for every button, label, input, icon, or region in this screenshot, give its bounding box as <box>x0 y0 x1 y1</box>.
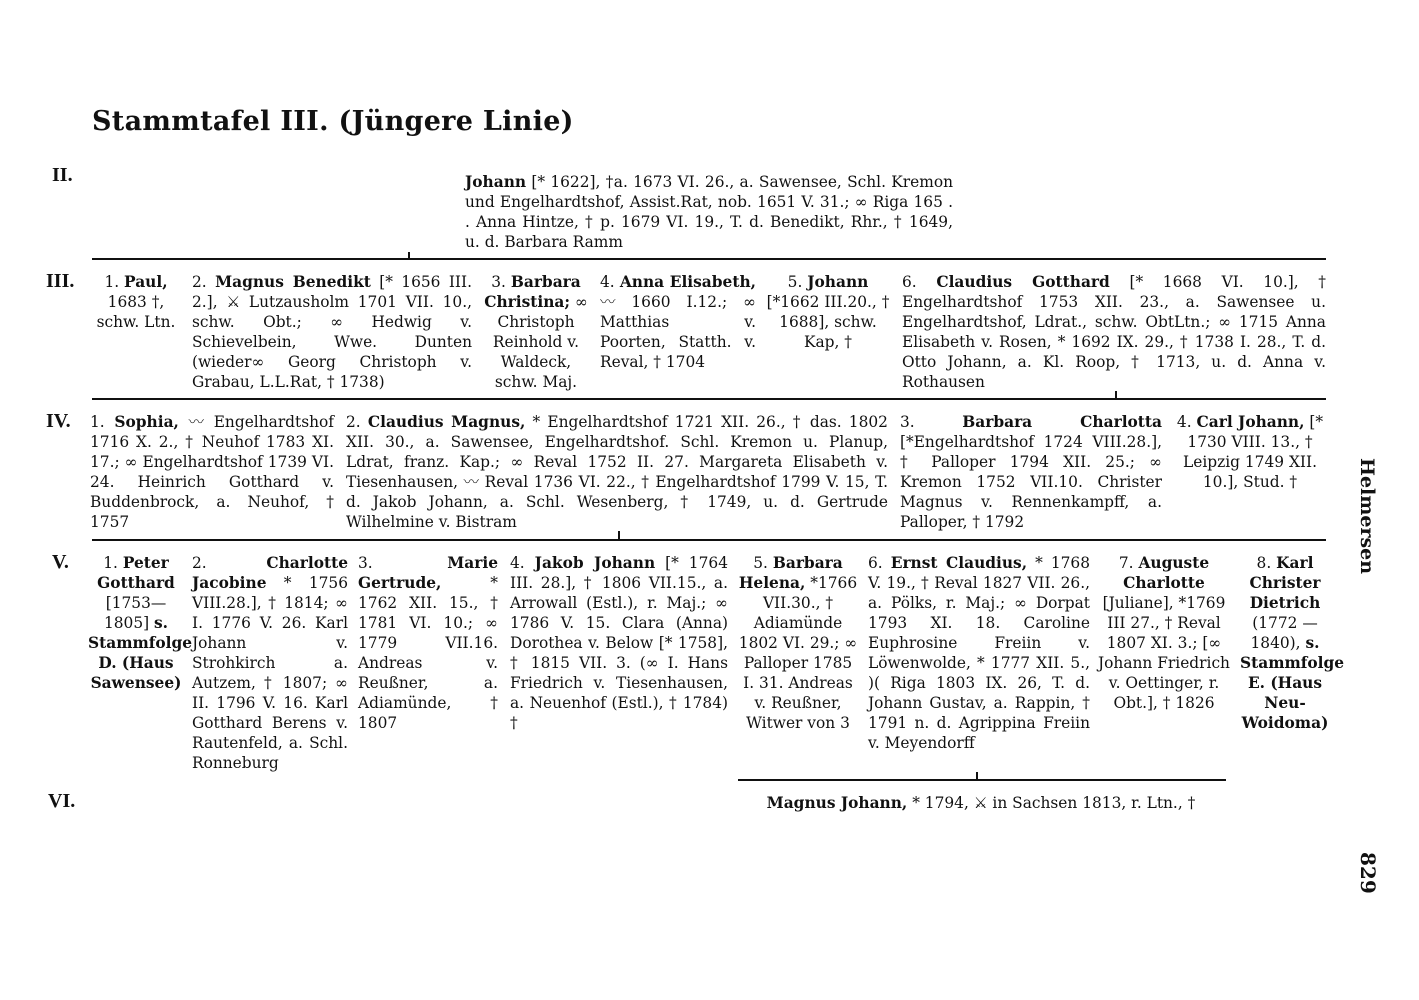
person-charlotte-jacobine <box>192 553 348 773</box>
person-name: Johann <box>465 173 527 191</box>
person-karl-christer-dietrich <box>1240 553 1345 733</box>
page-title: Stammtafel III. (Jüngere Linie) <box>92 106 574 137</box>
person-name: Peter Gotthard <box>97 554 175 592</box>
person-details: [Juliane], *1769 III 27., † Reval 1807 XI. 3.; [∞ Johann Friedrich v. Oettinger, r. Obt.], † 1826 <box>1098 594 1230 712</box>
person-sophia <box>90 412 334 532</box>
person-name: Sophia, <box>114 413 179 431</box>
person-details: * Engelhardtshof 1721 XII. 26., † das. 1802 XII. 30., a. Sawensee, Engelhardtshof. Schl. Kremon u. Planup, Ldrat, franz. Kap.; ∞ Reval 1752 II. 27. Margareta Elisabeth v. Tiesenhausen, 〰 Reval 1736 VI. 22., † Engelhardtshof 1799 V. 15, T. d. Jakob Johann, a. Schl. Wesenberg, † 1749, u. d. Gertrude Wilhelmine v. Bistram <box>346 413 888 531</box>
person-number: 4. <box>600 273 615 291</box>
person-name: Karl Christer Dietrich <box>1249 554 1321 612</box>
stammfolge-reference: s. Stammfolge D. (Haus Sawensee) <box>88 614 193 692</box>
person-name: Barbara Helena, <box>738 554 843 592</box>
person-peter-gotthard <box>88 553 193 693</box>
person-number: 7. <box>1118 554 1134 572</box>
person-marie-gertrude <box>358 553 498 733</box>
person-number: 8. <box>1256 554 1272 572</box>
person-name: Magnus Benedikt <box>215 273 371 291</box>
person-johann-gen2 <box>465 172 953 252</box>
line-tick <box>976 772 978 780</box>
person-barbara-christina <box>478 272 594 392</box>
person-name: Paul, <box>124 273 168 291</box>
person-ernst-claudius <box>868 553 1090 753</box>
person-details: [* 1668 VI. 10.], † Engelhardtshof 1753 XII. 23., a. Sawensee u. Engelhardtshof, Ldrat., schw. ObtLtn.; ∞ 1715 Anna Elisabeth v. Rosen, * 1692 IX. 29., † 1738 I. 28., T. d. Otto Johann, a. Kl. Roop, † 1713, u. d. Anna v. Rothausen <box>902 273 1326 391</box>
person-name: Johann <box>807 273 869 291</box>
line-tick <box>408 252 410 260</box>
person-details: [* 1656 III. 2.], ⚔ Lutzausholm 1701 VII. 10., schw. Obt.; ∞ Hedwig v. Schievelbein, Wwe. Dunten (wieder∞ Georg Christoph v. Grabau, L.L.Rat, † 1738) <box>192 273 472 391</box>
person-paul <box>92 272 180 332</box>
generation-label: IV. <box>46 410 71 432</box>
person-magnus-benedikt <box>192 272 472 392</box>
person-name: Magnus Johann, <box>766 794 908 812</box>
person-details: ∞ Christoph Reinhold v. Waldeck, schw. Maj. <box>492 293 588 391</box>
generation-label: V. <box>52 551 69 573</box>
person-details: [* 1730 VIII. 13., † Leipzig 1749 XII. 10.], Stud. † <box>1183 413 1324 491</box>
person-number: 4. <box>1176 413 1192 431</box>
person-name: Jakob Johann <box>534 554 656 572</box>
person-auguste-charlotte <box>1096 553 1232 713</box>
line-rule <box>92 398 1326 400</box>
person-details: (1772 — 1840), <box>1250 614 1318 652</box>
person-number: 1. <box>104 273 120 291</box>
line-rule <box>738 779 1226 781</box>
person-number: 2. <box>192 554 207 572</box>
person-details: * 1768 V. 19., † Reval 1827 VII. 26., a. Pölks, r. Maj.; ∞ Dorpat 1793 XI. 18. Caroline Euphrosine Freiin v. Löwenwolde, * 1777 XII. 5., )( Riga 1803 IX. 26, T. d. Johann Gustav, a. Rappin, † 1791 n. d. Agrippina Freiin v. Meyendorff <box>868 554 1090 752</box>
person-name: Anna Elisabeth, <box>619 273 756 291</box>
person-carl-johann <box>1170 412 1330 492</box>
stammfolge-reference: s. Stammfolge E. (Haus Neu-Woidoma) <box>1240 634 1345 732</box>
person-name: Barbara Charlotta <box>962 413 1162 431</box>
person-number: 6. <box>902 273 917 291</box>
line-tick <box>618 531 620 539</box>
person-claudius-gotthard <box>902 272 1326 392</box>
person-anna-elisabeth <box>600 272 756 372</box>
person-name: Charlotte Jacobine <box>192 554 348 592</box>
person-number: 5. <box>787 273 803 291</box>
person-details: 〰 1660 I.12.; ∞ Matthias v. Poorten, Statth. v. Reval, † 1704 <box>600 293 756 371</box>
person-name: Ernst Claudius, <box>890 554 1028 572</box>
line-rule <box>92 258 1326 260</box>
person-details: * 1762 XII. 15., † 1781 VI. 10.; ∞ 1779 VII.16. Andreas v. Reußner, a. Adiamünde, † 1807 <box>358 574 498 732</box>
person-barbara-charlotta <box>900 412 1162 532</box>
page-number: 829 <box>1356 852 1380 894</box>
line-rule <box>92 539 1326 541</box>
person-number: 5. <box>753 554 768 572</box>
person-name: Carl Johann, <box>1196 413 1305 431</box>
person-barbara-helena <box>736 553 860 733</box>
person-number: 3. <box>358 554 373 572</box>
person-number: 6. <box>868 554 883 572</box>
person-details: [*Engelhardtshof 1724 VIII.28.], † Palloper 1794 XII. 25.; ∞ Kremon 1752 VII.10. Christer Magnus v. Rennenkampff, a. Palloper, † 1792 <box>900 433 1162 531</box>
person-name: Marie Gertrude, <box>358 554 498 592</box>
generation-label: VI. <box>48 790 76 812</box>
person-claudius-magnus <box>346 412 888 532</box>
line-tick <box>1115 391 1117 399</box>
person-magnus-johann <box>736 793 1226 813</box>
person-details: 〰 Engelhardtshof 1716 X. 2., † Neuhof 1783 XI. 17.; ∞ Engelhardtshof 1739 VI. 24. Heinrich Gotthard v. Buddenbrock, a. Neuhof, † 1757 <box>90 413 334 531</box>
person-number: 2. <box>192 273 207 291</box>
person-number: 3. <box>900 413 915 431</box>
side-header: Helmersen <box>1356 458 1378 575</box>
person-name: Barbara Christina; <box>484 273 581 311</box>
person-details: [* 1622], †a. 1673 VI. 26., a. Sawensee, Schl. Kremon und Engelhardtshof, Assist.Rat, nob. 1651 V. 31.; ∞ Riga 165 . . Anna Hintze, † p. 1679 VI. 19., T. d. Benedikt, Rhr., † 1649, u. d. Barbara Ramm <box>465 173 953 251</box>
person-jakob-johann <box>510 553 728 733</box>
person-name: Auguste Charlotte <box>1123 554 1210 592</box>
person-details: * 1794, ⚔ in Sachsen 1813, r. Ltn., † <box>907 794 1196 812</box>
person-name: Claudius Gotthard <box>936 273 1110 291</box>
person-details: * 1756 VIII.28.], † 1814; ∞ I. 1776 V. 26. Karl Johann v. Strohkirch a. Autzem, † 1807; ∞ II. 1796 V. 16. Karl Gotthard Berens v. Rautenfeld, a. Schl. Ronneburg <box>192 574 348 772</box>
person-number: 2. <box>346 413 361 431</box>
generation-label: III. <box>46 270 75 292</box>
person-details: [1753—1805] <box>103 594 167 632</box>
person-number: 1. <box>90 413 105 431</box>
person-number: 3. <box>491 273 506 291</box>
generation-label: II. <box>52 164 73 186</box>
person-name: Claudius Magnus, <box>367 413 526 431</box>
person-number: 1. <box>103 554 118 572</box>
person-number: 4. <box>510 554 525 572</box>
person-details: [* 1764 III. 28.], † 1806 VII.15., a. Arrowall (Estl.), r. Maj.; ∞ 1786 V. 15. Clara (Anna) Dorothea v. Below [* 1758], † 1815 VII. 3. (∞ I. Hans Friedrich v. Tiesenhausen, a. Neuenhof (Estl.), † 1784) † <box>510 554 728 732</box>
person-details: [*1662 III.20., † 1688], schw. Kap, † <box>766 293 890 351</box>
person-johann-gen3 <box>764 272 892 352</box>
person-details: 1683 †, schw. Ltn. <box>96 293 176 331</box>
person-details: *1766 VII.30., † Adiamünde 1802 VI. 29.; ∞ Palloper 1785 I. 31. Andreas v. Reußner, Witwer von 3 <box>738 574 858 732</box>
